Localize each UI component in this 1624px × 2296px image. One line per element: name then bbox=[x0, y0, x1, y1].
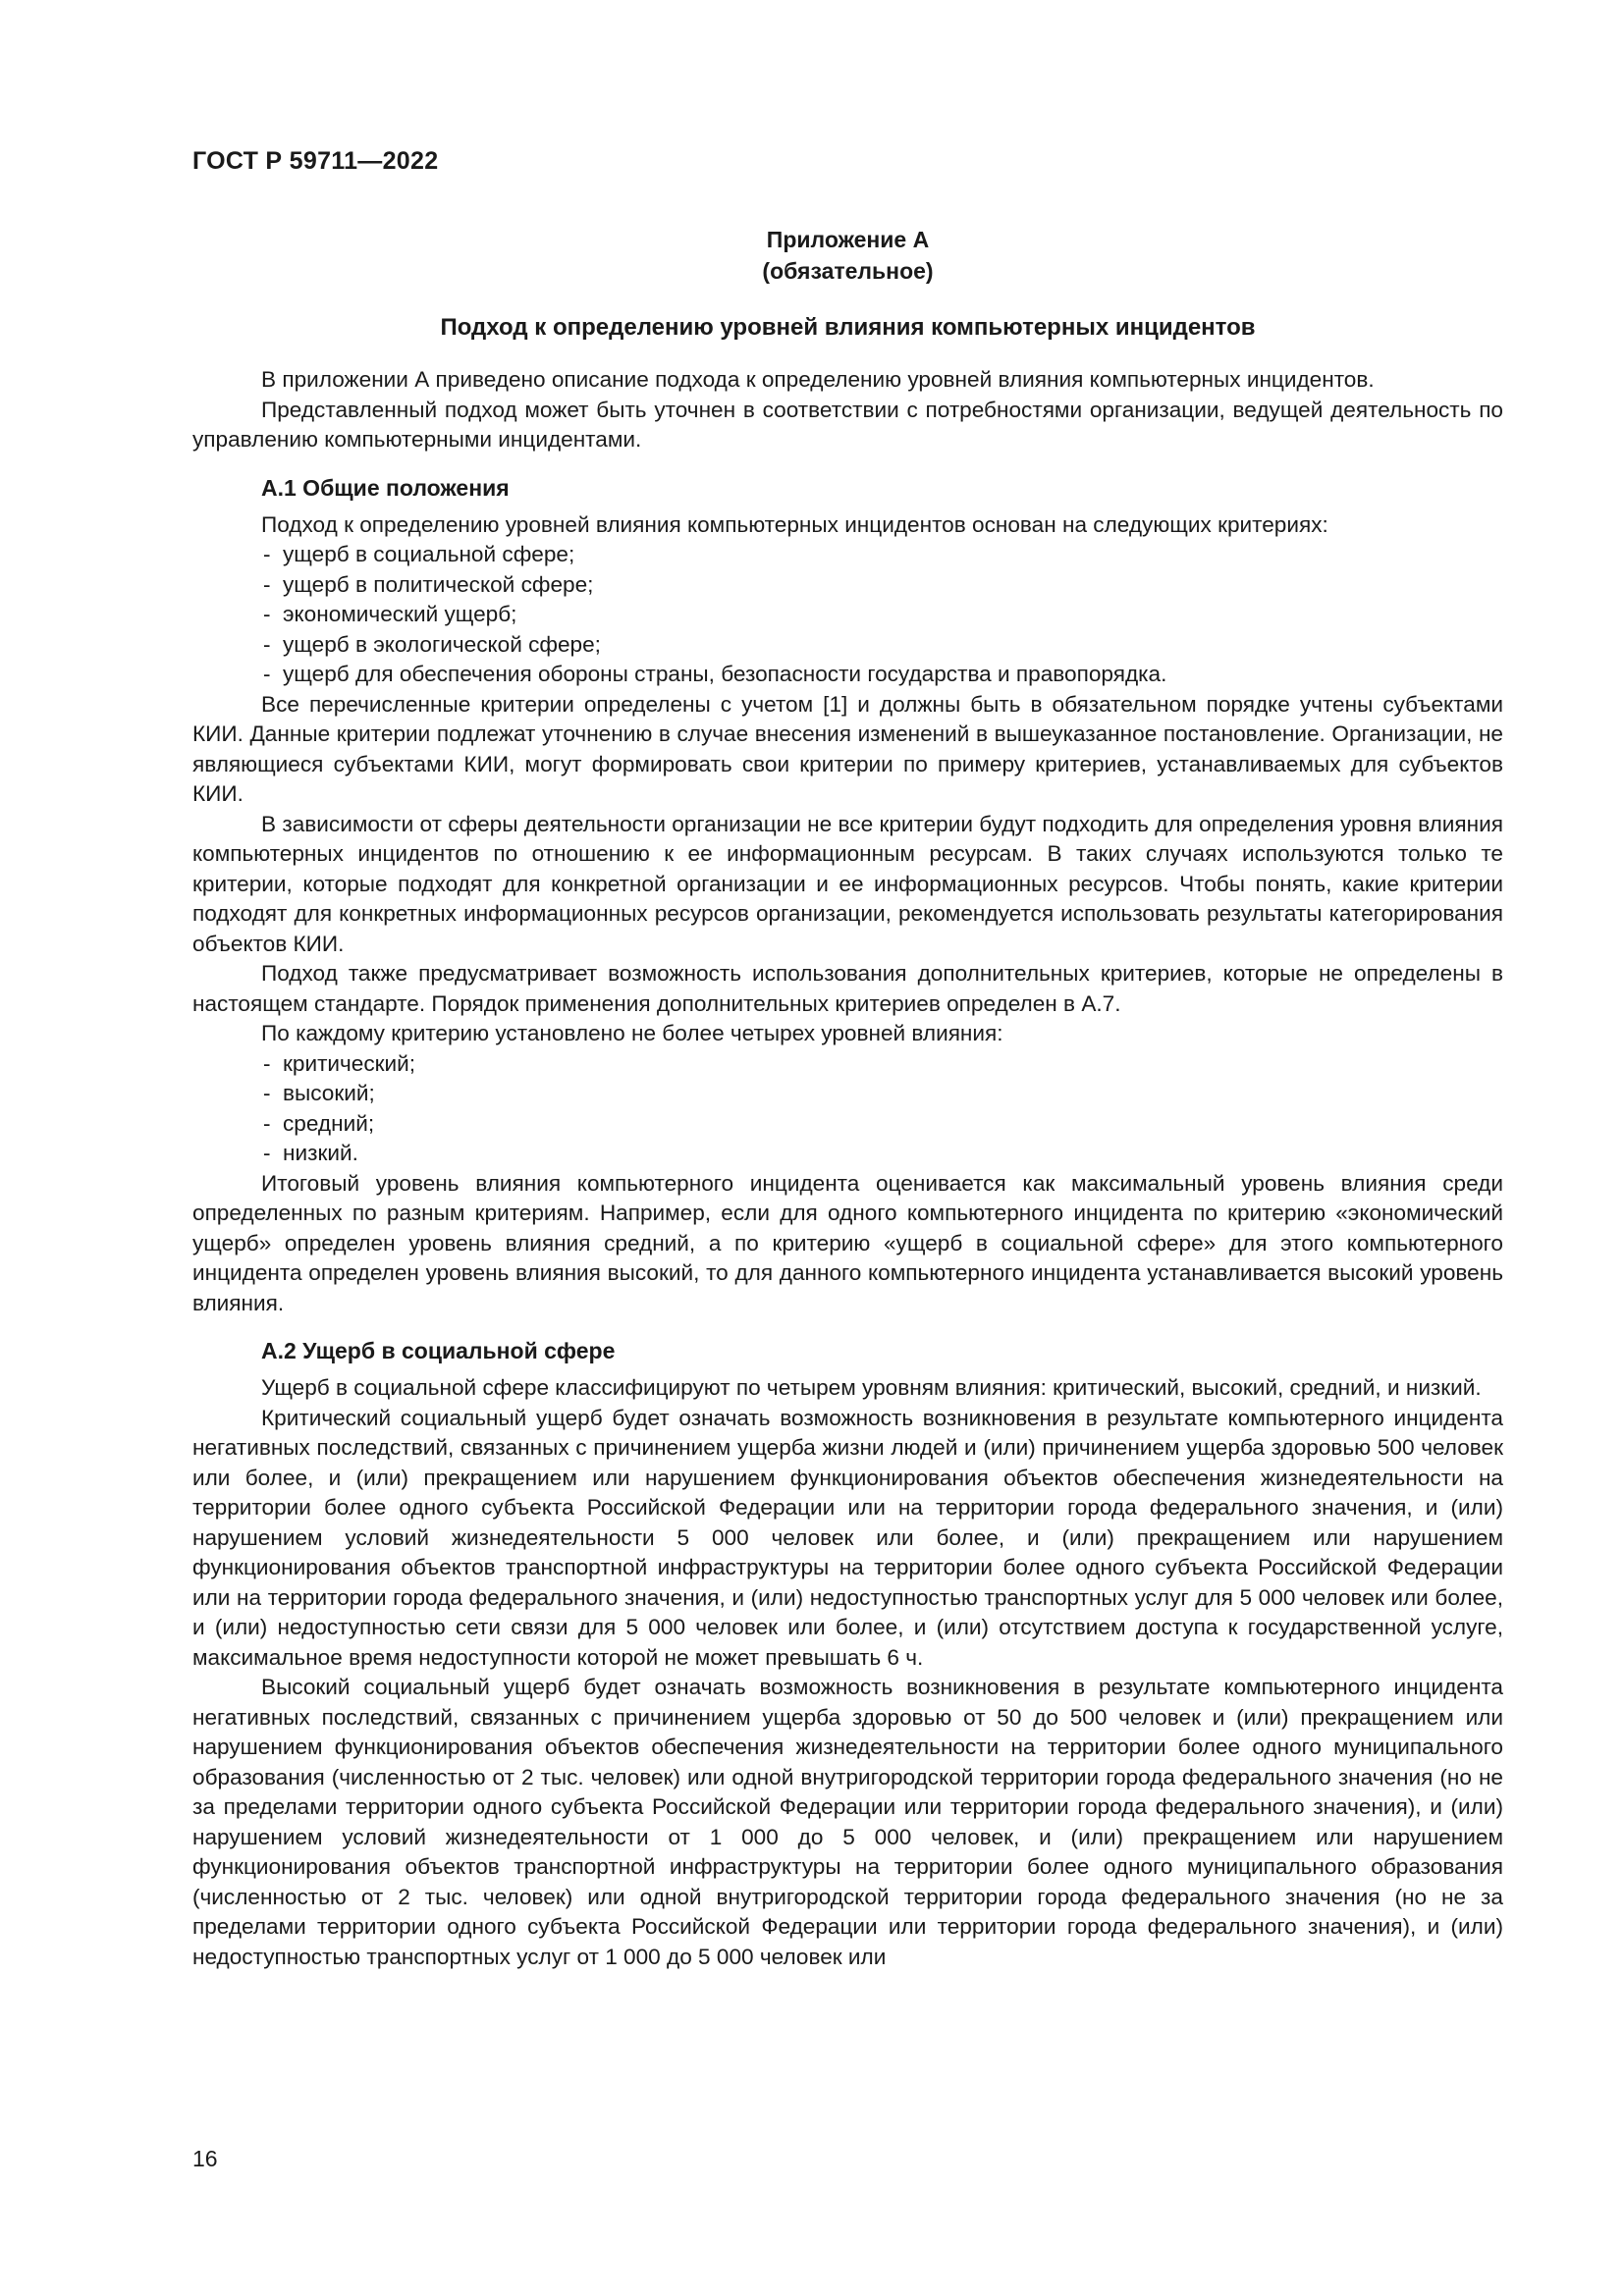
body-paragraph: Подход также предусматривает возможность использования дополнительных критериев, которые не определены в настоящем стандарте. Порядок применения дополнительных критериев определен в А.7. bbox=[192, 961, 1503, 1016]
list-item: - ущерб в экологической сфере; bbox=[261, 630, 1503, 661]
levels-intro: По каждому критерию установлено не более четырех уровней влияния: bbox=[261, 1021, 1003, 1045]
criteria-list bbox=[192, 540, 1503, 690]
list-item: - средний; bbox=[261, 1109, 1503, 1140]
criteria-intro: Подход к определению уровней влияния компьютерных инцидентов основан на следующих критериях: bbox=[261, 511, 1328, 537]
annex-title: Подход к определению уровней влияния компьютерных инцидентов bbox=[440, 314, 1256, 341]
body-paragraph: В зависимости от сферы деятельности организации не все критерии будут подходить для определения уровня влияния компьютерных инцидентов по отношению к ее информационным ресурсам. В таких случаях используются только те критерии, которые подходят для конкретной организации и ее информационных ресурсов. Чтобы понять, какие критерии подходят для конкретных информационных ресурсов организации, рекомендуется использовать результаты категорирования объектов КИИ. bbox=[192, 811, 1503, 956]
intro-paragraph: Представленный подход может быть уточнен в соответствии с потребностями организации, ведущей деятельность по управлению компьютерными инцидентами. bbox=[192, 397, 1503, 452]
list-item: - ущерб в политической сфере; bbox=[261, 570, 1503, 601]
section-heading-a1: А.1 Общие положения bbox=[261, 474, 510, 501]
list-item: - экономический ущерб; bbox=[261, 600, 1503, 630]
body-paragraph: Все перечисленные критерии определены с учетом [1] и должны быть в обязательном порядке учтены субъектами КИИ. Данные критерии подлежат уточнению в случае внесения изменений в вышеуказанное постановление. Организации, не являющиеся субъектами КИИ, могут формировать свои критерии по примеру критериев, устанавливаемых для субъектов КИИ. bbox=[192, 691, 1503, 806]
document-code-header: ГОСТ Р 59711—2022 bbox=[192, 147, 439, 175]
annex-label: Приложение А bbox=[766, 227, 930, 252]
list-item: - ущерб в социальной сфере; bbox=[261, 540, 1503, 570]
list-item: - ущерб для обеспечения обороны страны, безопасности государства и правопорядка. bbox=[261, 660, 1503, 690]
intro-paragraph: В приложении А приведено описание подхода к определению уровней влияния компьютерных инцидентов. bbox=[261, 367, 1375, 392]
list-item: - низкий. bbox=[261, 1139, 1503, 1169]
list-item: - высокий; bbox=[261, 1079, 1503, 1109]
body-paragraph: Критический социальный ущерб будет означать возможность возникновения в результате компьютерного инцидента негативных последствий, связанных с причинением ущерба жизни людей и (или) причинением ущерба здоровью 500 человек или более, и (или) прекращением или нарушением функционирования объектов обеспечения жизнедеятельности на территории более одного субъекта Российской Федерации или на территории города федерального значения, и (или) нарушением условий жизнедеятельности 5 000 человек или более, и (или) прекращением или нарушением функционирования объектов транспортной инфраструктуры на территории более одного субъекта Российской Федерации или на территории города федерального значения, и (или) недоступностью транспортных услуг для 5 000 человек или более, и (или) недоступностью сети связи для 5 000 человек или более, и (или) отсутствием доступа к государственной услуге, максимальное время недоступности которой не может превышать 6 ч. bbox=[192, 1405, 1503, 1670]
document-content bbox=[192, 224, 1503, 1972]
body-paragraph: Итоговый уровень влияния компьютерного инцидента оценивается как максимальный уровень влияния среди определенных по разным критериям. Например, если для одного компьютерного инцидента по критерию «экономический ущерб» определен уровень влияния средний, а по критерию «ущерб в социальной сфере» для этого компьютерного инцидента определен уровень влияния высокий, то для данного компьютерного инцидента устанавливается высокий уровень влияния. bbox=[192, 1170, 1503, 1315]
page-number: 16 bbox=[192, 2146, 218, 2171]
levels-list bbox=[192, 1049, 1503, 1169]
body-paragraph: Ущерб в социальной сфере классифицируют по четырем уровням влияния: критический, высокий, средний, и низкий. bbox=[261, 1375, 1482, 1400]
annex-status: (обязательное) bbox=[762, 258, 934, 284]
section-heading-a2: А.2 Ущерб в социальной сфере bbox=[261, 1338, 616, 1363]
list-item: - критический; bbox=[261, 1049, 1503, 1080]
body-paragraph: Высокий социальный ущерб будет означать возможность возникновения в результате компьютерного инцидента негативных последствий, связанных с причинением ущерба здоровью от 50 до 500 человек и (или) прекращением или нарушением функционирования объектов обеспечения жизнедеятельности на территории более одного муниципального образования (численностью от 2 тыс. человек) или одной внутригородской территории города федерального значения (но не за пределами территории одного субъекта Российской Федерации или территории города федерального значения), и (или) нарушением условий жизнедеятельности от 1 000 до 5 000 человек, и (или) прекращением или нарушением функционирования объектов транспортной инфраструктуры на территории более одного муниципального образования (численностью от 2 тыс. человек) или одной внутригородской территории города федерального значения (но не за пределами территории одного субъекта Российской Федерации или территории города федерального значения), и (или) недоступностью транспортных услуг от 1 000 до 5 000 человек или bbox=[192, 1675, 1503, 1969]
